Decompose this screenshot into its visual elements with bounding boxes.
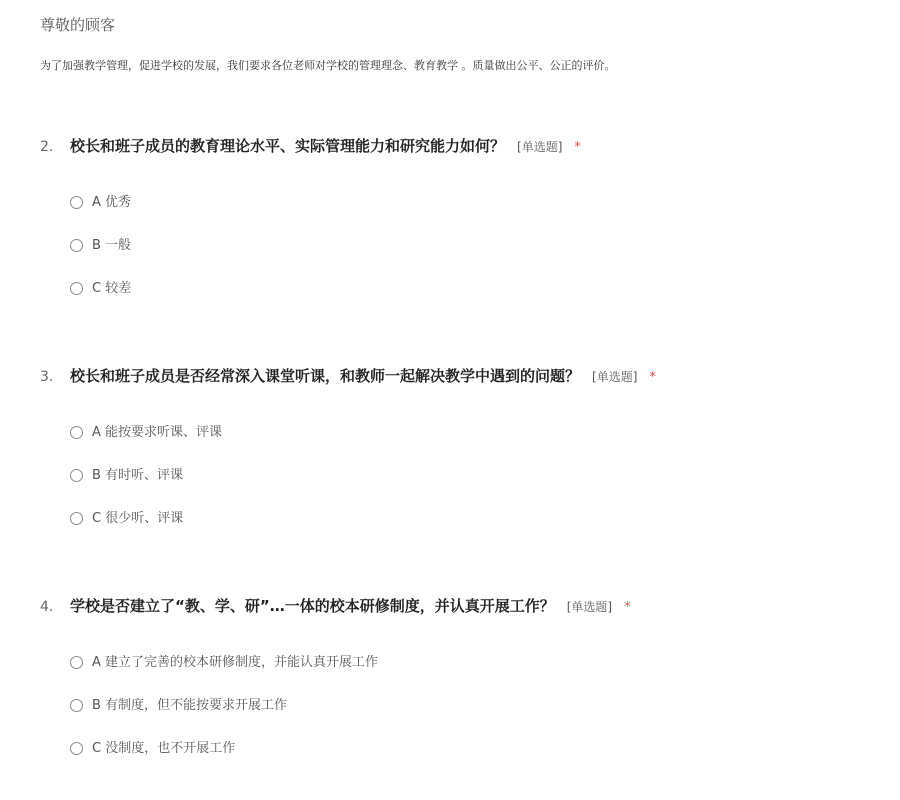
radio-circle-icon[interactable] bbox=[70, 239, 83, 252]
question-4 bbox=[40, 594, 880, 756]
option-3-a[interactable] bbox=[70, 424, 222, 467]
option-label[interactable]: B 有制度，但不能按要求开展工作 bbox=[92, 698, 288, 713]
required-marker: * bbox=[574, 140, 581, 155]
question-title bbox=[40, 594, 880, 618]
option-list bbox=[70, 194, 131, 323]
option-label[interactable]: B 一般 bbox=[92, 238, 132, 253]
question-text: 校长和班子成员的教育理论水平、实际管理能力和研究能力如何？ bbox=[70, 137, 506, 155]
question-type-label: [单选题] bbox=[566, 600, 613, 614]
option-3-b[interactable] bbox=[70, 467, 222, 510]
option-4-a[interactable] bbox=[70, 654, 378, 697]
option-label[interactable]: C 很少听、评课 bbox=[92, 511, 184, 526]
option-label[interactable]: A 能按要求听课、评课 bbox=[92, 425, 223, 440]
radio-circle-icon[interactable] bbox=[70, 469, 83, 482]
option-2-a[interactable] bbox=[70, 194, 131, 237]
option-2-b[interactable] bbox=[70, 237, 131, 280]
option-4-b[interactable] bbox=[70, 697, 378, 740]
radio-circle-icon[interactable] bbox=[70, 742, 83, 755]
option-3-c[interactable] bbox=[70, 510, 222, 553]
question-title bbox=[40, 364, 880, 388]
required-marker: * bbox=[624, 600, 631, 615]
option-list bbox=[70, 654, 378, 783]
required-marker: * bbox=[649, 370, 656, 385]
question-2 bbox=[40, 134, 880, 296]
radio-circle-icon[interactable] bbox=[70, 426, 83, 439]
option-4-c[interactable] bbox=[70, 740, 378, 783]
question-3 bbox=[40, 364, 880, 526]
question-number: 4. bbox=[40, 599, 54, 615]
radio-circle-icon[interactable] bbox=[70, 656, 83, 669]
radio-circle-icon[interactable] bbox=[70, 699, 83, 712]
question-number: 3. bbox=[40, 369, 54, 385]
greeting-title: 尊敬的顾客 bbox=[40, 16, 116, 34]
radio-circle-icon[interactable] bbox=[70, 196, 83, 209]
question-type-label: [单选题] bbox=[592, 370, 638, 384]
option-label[interactable]: A 优秀 bbox=[92, 195, 132, 210]
option-list bbox=[70, 424, 222, 553]
radio-circle-icon[interactable] bbox=[70, 282, 83, 295]
option-label[interactable]: B 有时听、评课 bbox=[92, 468, 184, 483]
question-title bbox=[40, 134, 880, 158]
question-type-label: [单选题] bbox=[517, 140, 563, 154]
question-text: 学校是否建立了“教、学、研”…一体的校本研修制度，并认真开展工作？ bbox=[70, 597, 555, 615]
question-text: 校长和班子成员是否经常深入课堂听课，和教师一起解决教学中遇到的问题？ bbox=[70, 367, 581, 385]
option-label[interactable]: C 较差 bbox=[92, 281, 132, 296]
radio-circle-icon[interactable] bbox=[70, 512, 83, 525]
option-label[interactable]: A 建立了完善的校本研修制度，并能认真开展工作 bbox=[92, 655, 379, 670]
question-number: 2. bbox=[40, 139, 54, 155]
option-label[interactable]: C 没制度，也不开展工作 bbox=[92, 741, 236, 756]
intro-text: 为了加强教学管理，促进学校的发展，我们要求各位老师对学校的管理理念、教育教学 。质量做出公平、公正的评价。 bbox=[40, 59, 616, 72]
option-2-c[interactable] bbox=[70, 280, 131, 323]
